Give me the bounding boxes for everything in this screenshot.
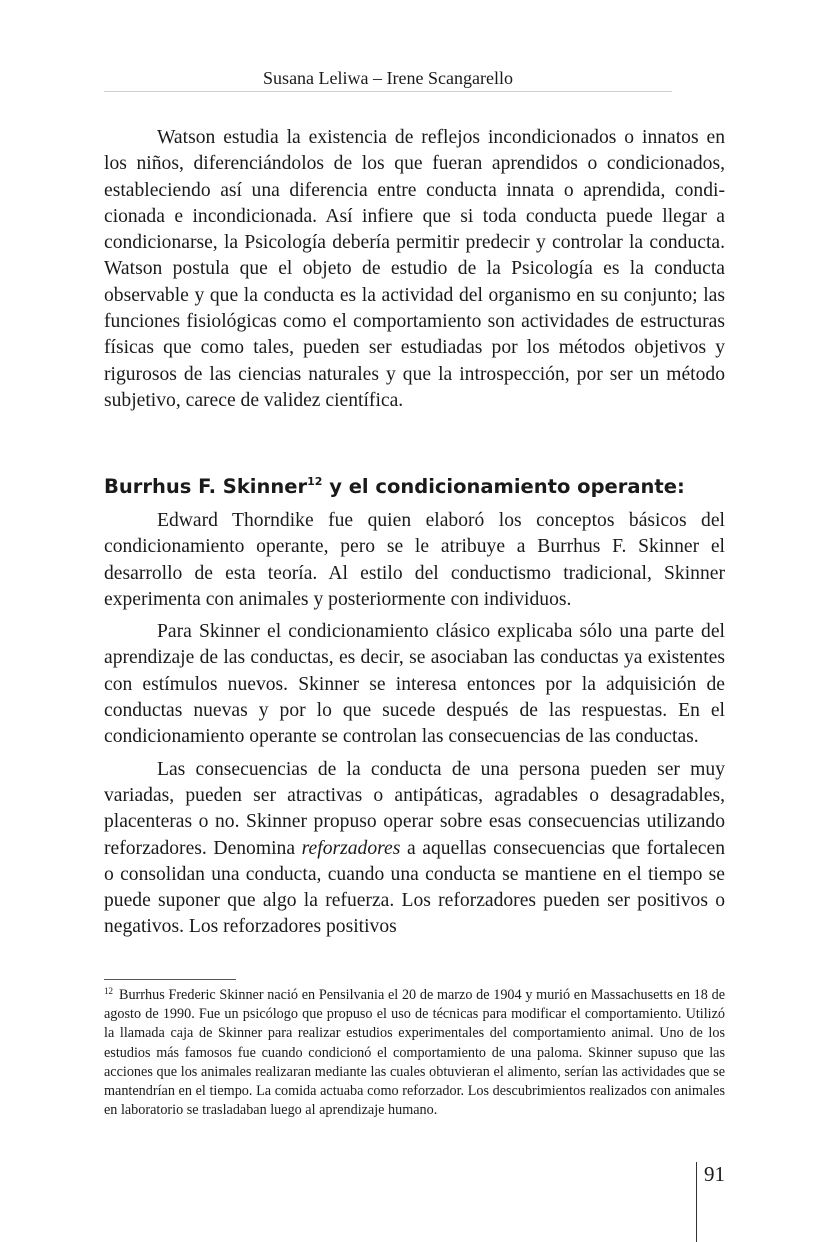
paragraph-watson: Watson estudia la existencia de reflejos incondicionados o innatos en los niños, diferenciándolos de los que fueran aprendidos o condicionados, estableciendo así una diferencia entre conducta innata o aprendida, condicionada e incondicionada. Así infiere que si toda conducta puede llegar a condicionarse, la Psicología debería permitir predecir y controlar la conducta. Watson postula que el objeto de estudio de la Psicología es la conducta observable y que la conducta es la actividad del organismo en su conjunto; las funciones fisiológicas como el comportamiento son actividades de estructuras físicas que como tales, pueden ser estudiadas por los métodos objetivos y rigurosos de las ciencias naturales y que la introspección, por ser un método subjetivo, carece de validez científica. (104, 127, 725, 411)
footnote (104, 986, 725, 1120)
term-reforzadores: reforzadores (301, 837, 401, 859)
section-body (104, 508, 725, 941)
page-number-rule (696, 1162, 697, 1242)
paragraph-consequences-text-end: a aquellas consecuencias que fortalecen o consolidan una conducta, cuando una conducta se mantiene en el tiempo se puede suponer que algo la refuerza. Los reforzadores pueden ser positivos o negativos. Los reforzadores positivos (104, 837, 725, 938)
section-heading (104, 472, 725, 502)
footnote-text: Burrhus Frederic Skinner nació en Pensilvania el 20 de marzo de 1904 y murió en Massachusetts en 18 de agosto de 1990. Fue un psicólogo que propuso el uso de técnicas para modificar el comportamiento. Utilizó la llamada caja de Skinner para realizar estudios experimentales del comportamiento animal. Uno de los estudios más famosos fue cuando condicionó el comportamiento de una paloma. Skinner supuso que las acciones que los animales realizaran mediante las cuales obtuvieran el alimento, serían las actividades que se mantendrían en el tiempo. La comida actuaba como reforzador. Los descubrimientos realizados con animales en laboratorio se trasladaban luego al aprendizaje humano. (104, 987, 725, 1119)
running-head: Susana Leliwa – Irene Scangarello (263, 68, 513, 88)
footnote-reference[interactable]: 12 (307, 475, 323, 489)
paragraph-consequences-text: Las consecuencias de la conducta de una persona pueden ser muy variadas, pueden ser atractivas o antipáticas, agradables o desagradables, placenteras o no. Skinner propuso operar sobre esas consecuencias utilizando reforzadores. Denomina (104, 758, 725, 859)
header-rule (104, 91, 672, 92)
heading-text-start: Burrhus F. Skinner (104, 475, 308, 499)
page-number: 91 (704, 1162, 725, 1186)
intro-text (104, 125, 725, 414)
paragraph-thorndike: Edward Thorndike fue quien elaboró los conceptos básicos del condicionamiento operante, pero se le atribuye a Burrhus F. Skinner el desarrollo de esta teoría. Al estilo del conductismo tradicional, Skinner experimenta con animales y posteriormente con individuos. (104, 510, 725, 610)
footnote-number: 12 (104, 986, 113, 996)
heading-text-end: y el condicionamiento operante: (322, 475, 685, 499)
paragraph-consequences (104, 757, 725, 941)
paragraph-skinner-classical: Para Skinner el condicionamiento clásico explicaba sólo una parte del aprendizaje de las conductas, es decir, se asociaban las conductas ya existentes con estímulos nuevos. Skinner se interesa entonces por la adquisición de conductas nuevas y por lo que sucede después de las respuestas. En el condicionamiento operante se controlan las consecuencias de las conductas. (104, 621, 725, 748)
footnote-rule (104, 979, 236, 980)
